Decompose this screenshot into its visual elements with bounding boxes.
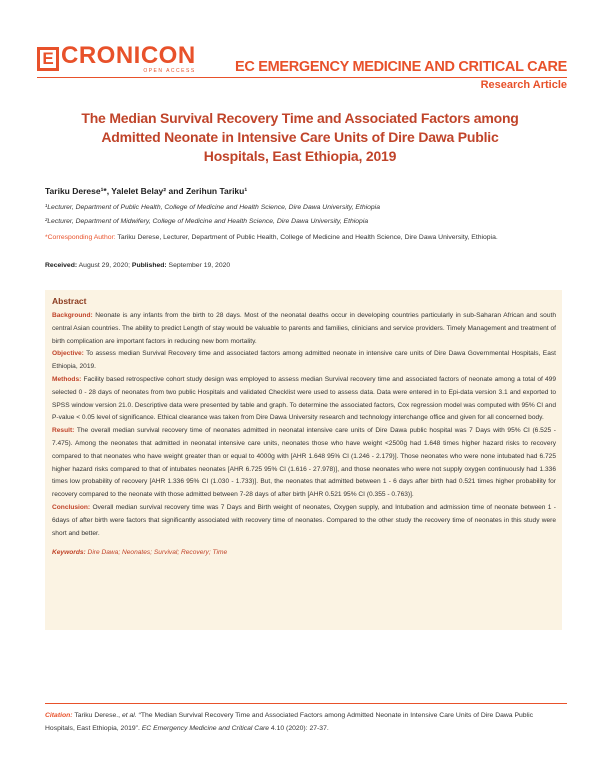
result-label: Result:: [52, 427, 75, 435]
cronicon-logo: [37, 44, 196, 74]
methods-text: Facility based retrospective cohort study design was employed to assess median Survival recovery time and associated factors of neonate among a total of 499 selected 0 - 28 days of neonates from two public Hospitals and validated Checklist were used to assess data. Data were entered in to Epi-data version 3.1 and exported to SPSS window version 21.0. Descriptive data were presented by table and graph. To determine the associated factors, Cox regression model was computed with 95% CI and P-value < 0.05 level of significance. Ethical clearance was taken from Dire Dawa University research and technology interchange office and given for all concerned body.: [52, 375, 556, 422]
citation-label: Citation:: [45, 712, 73, 719]
title-line-2: Admitted Neonate in Intensive Care Units of Dire Dawa Public: [101, 129, 499, 145]
result-text: The overall median survival recovery time of neonates admitted in neonatal intensive care units of Dire Dawa public hospital was 7 Days with 95% CI (6.525 - 7.475). Among the neonates that admitted in neonatal intensive care units, neonates those who have weight <2500g had 1.648 times higher hazard risks to recovery compared to that neonates who have weight greater than or equal to 4000g with [AHR 1.648 95% CI (1.246 - 2.179)]. Those neonates who were none intubated had 6.725 higher hazard risks compared to that of intubates neonates [AHR 6.725 95% CI (1.616 - 27.978)], and those neonates who were not supply oxygen continuously had 1.336 times low probability of recovery [AHR 1.336 95% CI (1.030 - 1.733)]. But, the neonates that admitted between 1 - 6 days after birth had 0.521 times higher probability for recovery compared to the neonate with those admitted between 7-28 days of after birth [AHR 0.521 95% CI (0.355 - 0.763)].: [52, 427, 556, 499]
abstract-objective: [52, 348, 556, 374]
background-text: Neonate is any infants from the birth to 28 days. Most of the neonatal deaths occur in developing countries particularly in sub-Saharan African and south central Asian countries. The ability to predict Length of stay would be valuable to parents and families, clinicians and service providers. Timely Management and treatment of birth complication are important factors in reducing new born mortality.: [52, 312, 556, 345]
abstract-methods: [52, 374, 556, 425]
citation-etal: et al: [121, 712, 135, 719]
received-date: August 29, 2020;: [77, 262, 132, 269]
dates: [45, 262, 230, 269]
keywords-text: Dire Dawa; Neonates; Survival; Recovery; Time: [85, 548, 228, 556]
abstract-box: [45, 290, 562, 630]
citation-text-1: Tariku Derese.,: [72, 712, 122, 719]
paper-title: [60, 109, 540, 166]
footer-divider: [45, 703, 567, 704]
article-type: Research Article: [480, 79, 567, 91]
published-date: September 19, 2020: [166, 262, 231, 269]
corresponding-text: Tariku Derese, Lecturer, Department of Public Health, College of Medicine and Health Science, Dire Dawa University, Ethiopia.: [115, 234, 498, 241]
affiliation-2: ²Lecturer, Department of Midwifery, College of Medicine and Health Science, Dire Dawa University, Ethiopia: [45, 218, 369, 225]
citation-journal: EC Emergency Medicine and Critical Care: [141, 724, 270, 732]
logo-subtitle: OPEN ACCESS: [143, 68, 196, 74]
logo-letter-box: [37, 47, 59, 71]
received-label: Received:: [45, 262, 78, 269]
abstract-conclusion: [52, 502, 556, 540]
background-label: Background:: [52, 312, 93, 319]
corresponding-label: *Corresponding Author:: [45, 234, 116, 241]
logo-name: CRONICON: [61, 42, 196, 69]
methods-label: Methods:: [52, 375, 82, 383]
journal-title: EC EMERGENCY MEDICINE AND CRITICAL CARE: [234, 59, 567, 75]
published-label: Published:: [131, 262, 167, 269]
affiliation-1: ¹Lecturer, Department of Public Health, College of Medicine and Health Science, Dire Dawa University, Ethiopia: [45, 204, 380, 211]
logo-text-wrap: [61, 44, 196, 74]
objective-text: To assess median Survival Recovery time and associated factors among admitted neonate in intensive care units of Dire Dawa Governmental Hospitals, East Ethiopia, 2019.: [52, 350, 556, 371]
abstract-background: [52, 310, 556, 348]
objective-label: Objective:: [52, 350, 84, 358]
citation-text-2: . “The Median Survival Recovery Time and Associated Factors among Admitted Neonate in Intensive Care Units of Dire Dawa Public Hospitals, East Ethiopia, 2019”.: [45, 712, 533, 732]
citation: [45, 710, 563, 735]
abstract-result: [52, 425, 556, 502]
corresponding-author: [45, 232, 563, 244]
header-divider: [37, 77, 567, 78]
abstract-keywords: [52, 547, 556, 560]
conclusion-label: Conclusion:: [52, 503, 91, 511]
title-line-1: The Median Survival Recovery Time and Associated Factors among: [81, 110, 519, 126]
abstract-heading: Abstract: [52, 296, 87, 306]
conclusion-text: Overall median survival recovery time was 7 Days and Birth weight of neonates, Oxygen supply, and Intubation and admission time of neonate between 1 - 6days of after birth were factors that significantly associated with recovery time of neonates. Compared to the other study the recovery time of neonates in this study were short and better.: [52, 503, 556, 537]
logo-letter: E: [42, 49, 54, 68]
author-list: Tariku Derese¹*, Yalelet Belay² and Zerihun Tariku¹: [45, 186, 248, 196]
keywords-label: Keywords:: [52, 548, 86, 556]
citation-text-3: 4.10 (2020): 27-37.: [269, 724, 329, 732]
title-line-3: Hospitals, East Ethiopia, 2019: [203, 148, 397, 164]
